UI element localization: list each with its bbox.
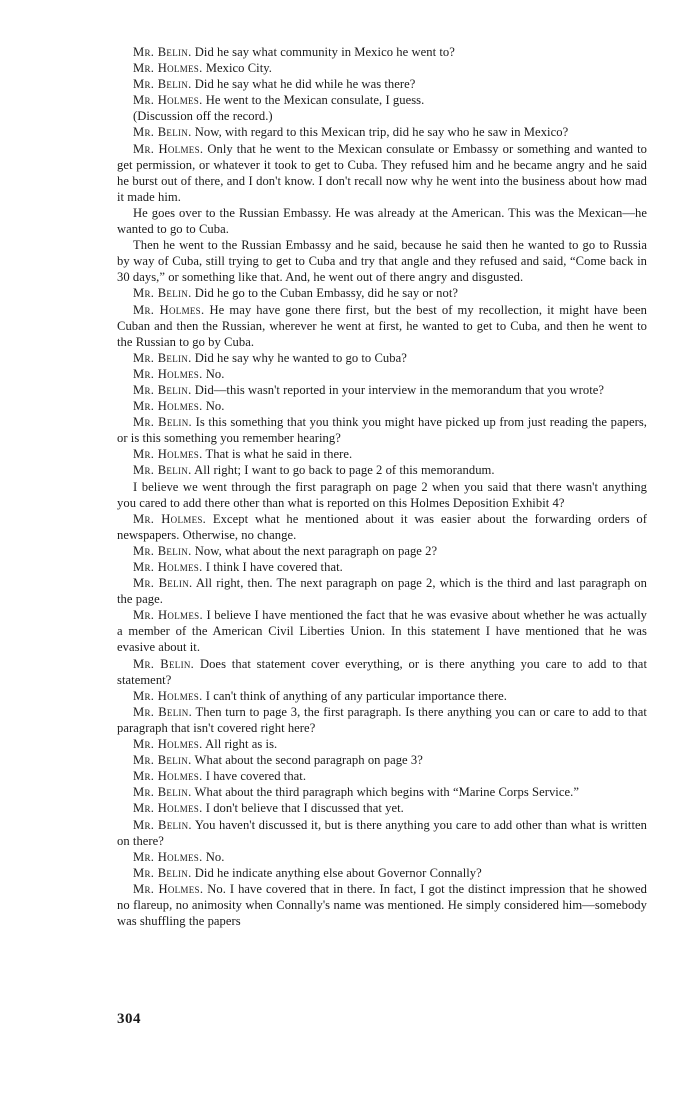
transcript-paragraph — [117, 60, 647, 76]
transcript-paragraph — [117, 237, 647, 285]
paragraph-text: Now, what about the next paragraph on page 2? — [194, 543, 438, 558]
transcript-paragraph — [117, 462, 647, 478]
paragraph-text: All right as is. — [205, 737, 278, 752]
transcript-paragraph — [117, 511, 647, 543]
paragraph-text: Did he go to the Cuban Embassy, did he say or not? — [194, 286, 459, 301]
transcript-paragraph — [117, 350, 647, 366]
speaker-label: Mr. Belin. — [133, 286, 192, 301]
speaker-label: Mr. Holmes. — [133, 560, 203, 574]
transcript-paragraph — [117, 92, 647, 108]
transcript-paragraph — [117, 704, 647, 736]
paragraph-text: What about the third paragraph which begins with “Marine Corps Service.” — [194, 785, 579, 800]
transcript-paragraph — [117, 414, 647, 446]
speaker-label: Mr. Holmes. — [133, 608, 203, 623]
speaker-label: Mr. Holmes. — [133, 688, 203, 703]
paragraph-text: I have covered that. — [205, 769, 307, 784]
transcript-paragraph — [117, 398, 647, 414]
speaker-label: Mr. Belin. — [133, 865, 192, 880]
paragraph-text: No. — [205, 399, 225, 414]
transcript-paragraph — [117, 865, 647, 881]
speaker-label: Mr. Belin. — [133, 817, 192, 832]
paragraph-text: I believe I have mentioned the fact that he was evasive about whether he was actually a member of the American Civil Liberties Union. In this statement I have mentioned that he was evasive about it. — [117, 608, 647, 655]
transcript-paragraph — [117, 575, 647, 607]
paragraph-text: He goes over to the Russian Embassy. He was already at the American. This was the Mexican—he wanted to go to Cuba. — [117, 205, 647, 237]
transcript-paragraph — [117, 849, 647, 865]
transcript-paragraph — [117, 800, 647, 816]
speaker-label: Mr. Holmes. — [133, 366, 203, 381]
speaker-label: Mr. Holmes. — [133, 769, 203, 784]
paragraph-text: I don't believe that I discussed that yet. — [205, 801, 404, 816]
speaker-label: Mr. Holmes. — [133, 801, 203, 816]
paragraph-text: I can't think of anything of any particular importance there. — [205, 688, 507, 703]
paragraph-text: Mexico City. — [205, 61, 272, 76]
speaker-label: Mr. Belin. — [133, 753, 192, 768]
speaker-label: Mr. Holmes. — [133, 447, 203, 462]
paragraph-text: Then he went to the Russian Embassy and he said, because he said then he wanted to go to Russia by way of Cuba, still trying to get to Cuba and try that angle and they refused and said, “Come back in 30 days,” or something like that. And, he went out of there angry and disgusted. — [117, 238, 647, 285]
speaker-label: Mr. Holmes. — [133, 399, 203, 414]
speaker-label: Mr. Belin. — [133, 785, 192, 800]
paragraph-text: Did he say what he did while he was there? — [194, 77, 416, 92]
paragraph-text: Except what he mentioned about it was easier about the forwarding orders of newspapers. Otherwise, no change. — [117, 511, 648, 542]
speaker-label: Mr. Belin. — [133, 45, 192, 59]
transcript-paragraph — [117, 285, 647, 301]
paragraph-text: Did—this wasn't reported in your interview in the memorandum that you wrote? — [194, 382, 605, 397]
transcript-paragraph — [117, 559, 647, 575]
transcript-paragraph — [117, 736, 647, 752]
speaker-label: Mr. Belin. — [133, 415, 192, 430]
speaker-label: Mr. Belin. — [133, 77, 192, 92]
paragraph-text: What about the second paragraph on page 3? — [194, 753, 423, 768]
paragraph-text: That is what he said in there. — [205, 447, 353, 462]
paragraph-text: You haven't discussed it, but is there anything you care to add other than what is written on there? — [117, 817, 647, 848]
transcript-paragraph — [117, 76, 647, 92]
paragraph-text: (Discussion off the record.) — [133, 109, 273, 124]
speaker-label: Mr. Belin. — [133, 543, 192, 558]
speaker-label: Mr. Holmes. — [133, 849, 203, 864]
paragraph-text: He went to the Mexican consulate, I guess. — [205, 93, 425, 108]
speaker-label: Mr. Holmes. — [133, 93, 203, 108]
paragraph-text: All right, then. The next paragraph on page 2, which is the third and last paragraph on the page. — [117, 576, 647, 607]
transcript-paragraph — [117, 366, 647, 382]
paragraph-text: Did he say what community in Mexico he went to? — [194, 45, 455, 59]
paragraph-text: Is this something that you think you might have picked up from just reading the papers, or is this something you remember hearing? — [117, 415, 647, 446]
paragraph-text: Only that he went to the Mexican consulate or Embassy or something and wanted to get permission, or whatever it took to get to Cuba. They refused him and he became angry and he said he burst out of there, and I don't know. I don't recall now why he went into the business about how mad it made him. — [117, 141, 648, 204]
transcript-paragraph — [117, 784, 647, 800]
transcript-paragraph — [117, 44, 647, 60]
paragraph-text: Did he say why he wanted to go to Cuba? — [194, 350, 407, 365]
paragraph-text: All right; I want to go back to page 2 of this memorandum. — [194, 463, 495, 478]
transcript-paragraph — [117, 446, 647, 462]
speaker-label: Mr. Holmes. — [133, 302, 205, 317]
speaker-label: Mr. Belin. — [133, 463, 192, 478]
speaker-label: Mr. Belin. — [133, 704, 193, 719]
transcript-paragraph — [117, 141, 647, 205]
transcript-paragraph — [117, 817, 647, 849]
transcript-paragraph — [117, 688, 647, 704]
paragraph-text: He may have gone there first, but the best of my recollection, it might have been Cuban and then the Russian, wherever he went at first, he wanted to get to Cuba, and then he went to the Russian to go by Cuba. — [117, 302, 647, 349]
paragraph-text: Did he indicate anything else about Governor Connally? — [194, 865, 482, 880]
transcript-paragraph — [117, 205, 647, 237]
transcript-paragraph — [117, 752, 647, 768]
transcript-paragraph — [117, 656, 647, 688]
transcript-paragraph — [117, 543, 647, 559]
speaker-label: Mr. Belin. — [133, 350, 192, 365]
paragraph-text: Now, with regard to this Mexican trip, did he say who he saw in Mexico? — [194, 125, 569, 140]
paragraph-text: No. — [205, 849, 225, 864]
transcript-paragraph — [117, 768, 647, 784]
speaker-label: Mr. Holmes. — [133, 511, 207, 526]
transcript-paragraph — [117, 108, 647, 124]
paragraph-text: I think I have covered that. — [205, 560, 343, 574]
paragraph-text: No. I have covered that in there. In fact, I got the distinct impression that he showed no flareup, no animosity when Connally's name was mentioned. He simply considered him—somebody was shuffling the papers — [117, 881, 648, 929]
transcript-paragraph — [117, 881, 647, 929]
speaker-label: Mr. Holmes. — [133, 737, 203, 752]
paragraph-text: No. — [205, 366, 225, 381]
speaker-label: Mr. Holmes. — [133, 881, 204, 896]
speaker-label: Mr. Belin. — [133, 125, 192, 140]
transcript-page — [117, 44, 647, 929]
transcript-paragraph — [117, 124, 647, 140]
transcript-paragraph — [117, 607, 647, 655]
transcript-paragraph — [117, 479, 647, 511]
paragraph-text: Does that statement cover everything, or is there anything you care to add to that statement? — [117, 656, 648, 687]
speaker-label: Mr. Holmes. — [133, 61, 203, 76]
paragraph-text: I believe we went through the first paragraph on page 2 when you said that there wasn't anything you cared to add there other than what is reported on this Holmes Deposition Exhibit 4? — [117, 479, 647, 510]
page-number: 304 — [117, 1011, 141, 1027]
speaker-label: Mr. Belin. — [133, 576, 193, 591]
paragraph-text: Then turn to page 3, the first paragraph. Is there anything you can or care to add to that paragraph that isn't covered right here? — [117, 704, 647, 735]
transcript-paragraph — [117, 382, 647, 398]
transcript-paragraph — [117, 302, 647, 350]
speaker-label: Mr. Belin. — [133, 656, 195, 671]
speaker-label: Mr. Belin. — [133, 382, 192, 397]
speaker-label: Mr. Holmes. — [133, 141, 204, 156]
